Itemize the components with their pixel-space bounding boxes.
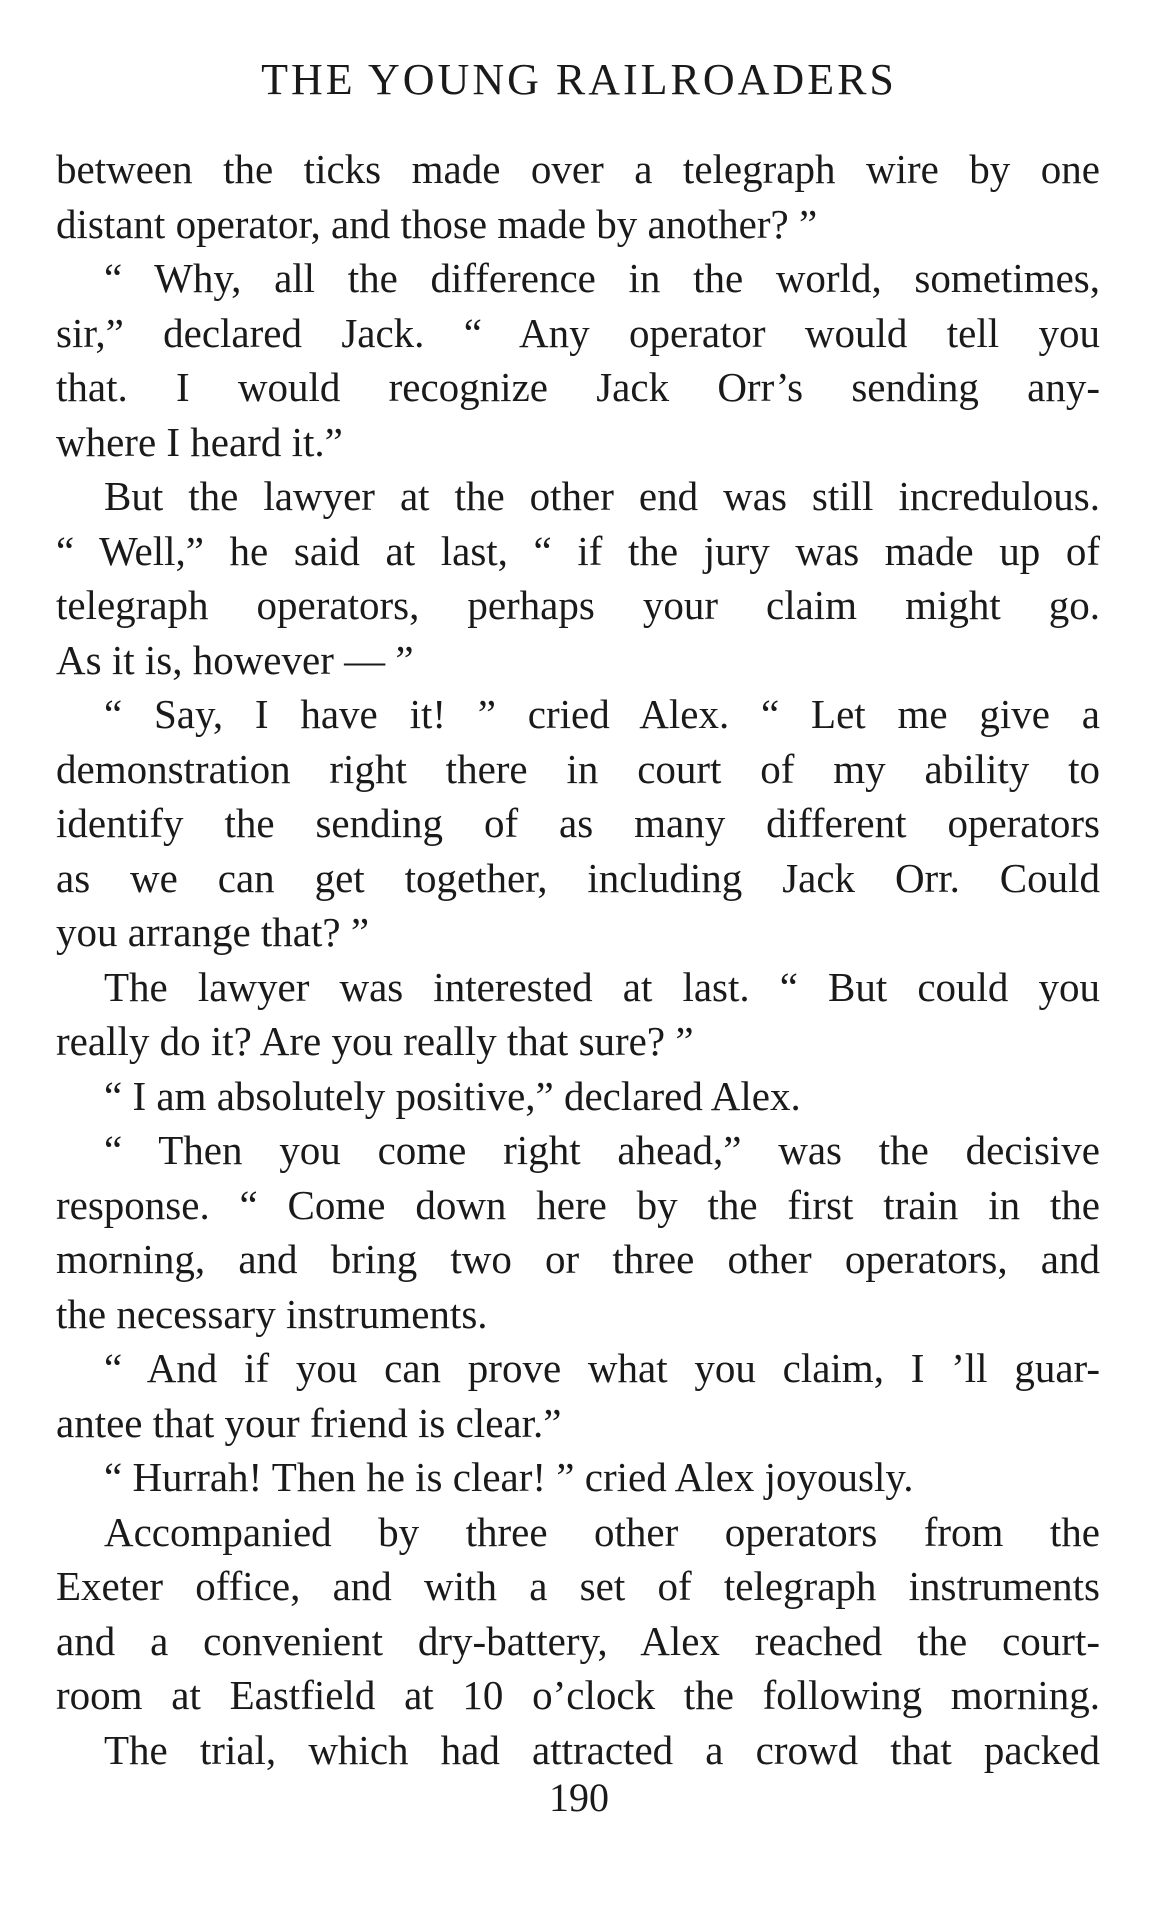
text-line: telegraph operators, perhaps your claim might go. <box>56 582 1100 628</box>
text-line: where I heard it.” <box>56 418 343 465</box>
text-line: “ Then you come right ahead,” was the decisive <box>104 1127 1100 1173</box>
text-line: The trial, which had attracted a crowd that packed <box>104 1726 1100 1773</box>
text-line: as we can get together, including Jack Orr. Could <box>56 854 1100 901</box>
text-line: really do it? Are you really that sure? ” <box>56 1018 694 1064</box>
text-line: The lawyer was interested at last. “ But could you <box>104 963 1100 1010</box>
text-line: sir,” declared Jack. “ Any operator would tell you <box>56 309 1100 356</box>
text-line: As it is, however — ” <box>56 636 414 683</box>
text-line: and a convenient dry-battery, Alex reached the court- <box>56 1617 1100 1664</box>
text-line: “ Say, I have it! ” cried Alex. “ Let me give a <box>104 691 1100 737</box>
text-line: the necessary instruments. <box>56 1290 488 1337</box>
text-line: that. I would recognize Jack Orr’s sending any- <box>56 364 1100 410</box>
text-line: response. “ Come down here by the first train in the <box>56 1181 1100 1228</box>
page-number: 190 <box>549 1775 609 1820</box>
text-line: “ Well,” he said at last, “ if the jury was made up of <box>56 527 1100 574</box>
text-line: between the ticks made over a telegraph wire by one <box>56 146 1100 192</box>
text-line: you arrange that? ” <box>56 909 370 955</box>
text-line: “ Why, all the difference in the world, sometimes, <box>104 255 1100 301</box>
text-line: identify the sending of as many different operators <box>56 800 1100 846</box>
text-line: distant operator, and those made by another? ” <box>56 200 818 247</box>
text-line: But the lawyer at the other end was still incredulous. <box>104 473 1100 519</box>
text-line: Accompanied by three other operators from the <box>104 1508 1100 1555</box>
text-line: antee that your friend is clear.” <box>56 1399 562 1446</box>
text-line: room at Eastfield at 10 o’clock the following morning. <box>56 1672 1100 1718</box>
text-line: demonstration right there in court of my ability to <box>56 745 1100 792</box>
text-line: “ I am absolutely positive,” declared Alex. <box>104 1072 801 1119</box>
running-head: THE YOUNG RAILROADERS <box>261 55 897 104</box>
text-line: “ Hurrah! Then he is clear! ” cried Alex joyously. <box>104 1454 914 1500</box>
text-line: Exeter office, and with a set of telegraph instruments <box>56 1563 1100 1609</box>
text-line: morning, and bring two or three other operators, and <box>56 1236 1100 1282</box>
body-text <box>56 142 1100 1777</box>
text-line: “ And if you can prove what you claim, I ’ll guar- <box>104 1345 1100 1391</box>
